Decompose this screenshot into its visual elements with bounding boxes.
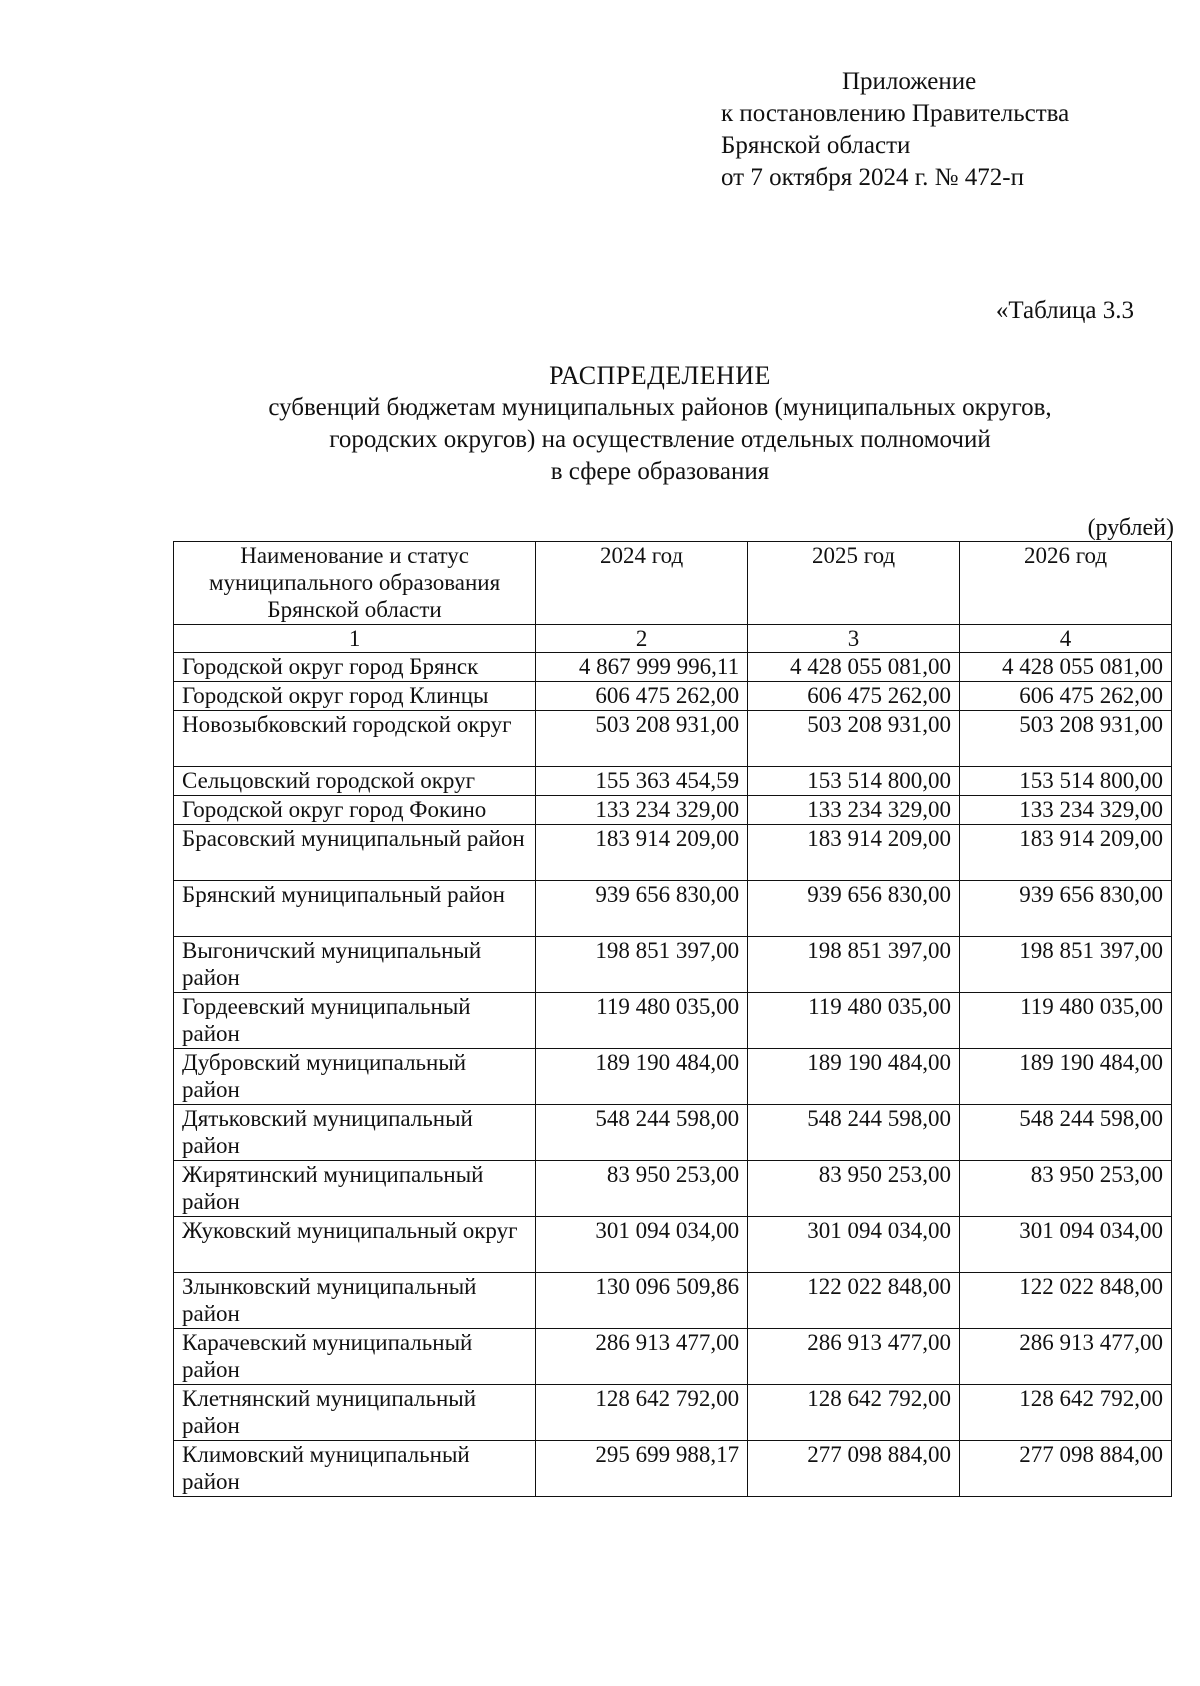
table-reference: «Таблица 3.3 xyxy=(995,297,1134,324)
header-2025: 2025 год xyxy=(748,542,960,625)
value-2026: 119 480 035,00 xyxy=(960,993,1172,1049)
value-2024: 130 096 509,86 xyxy=(536,1273,748,1329)
municipality-name: Гордеевский муниципальный район xyxy=(174,993,536,1049)
value-2025: 548 244 598,00 xyxy=(748,1105,960,1161)
municipality-name: Городской округ город Клинцы xyxy=(174,682,536,711)
municipality-name: Сельцовский городской округ xyxy=(174,767,536,796)
heading-line-3: в сфере образования xyxy=(550,458,770,485)
table-row xyxy=(174,1217,1172,1273)
table-row xyxy=(174,653,1172,682)
value-2026: 189 190 484,00 xyxy=(960,1049,1172,1105)
value-2024: 295 699 988,17 xyxy=(536,1441,748,1497)
table-row xyxy=(174,767,1172,796)
value-2024: 83 950 253,00 xyxy=(536,1161,748,1217)
value-2026: 183 914 209,00 xyxy=(960,825,1172,881)
appendix-title: Приложение xyxy=(842,68,977,95)
value-2025: 153 514 800,00 xyxy=(748,767,960,796)
value-2025: 119 480 035,00 xyxy=(748,993,960,1049)
value-2024: 939 656 830,00 xyxy=(536,881,748,937)
value-2025: 128 642 792,00 xyxy=(748,1385,960,1441)
column-number: 4 xyxy=(960,625,1172,653)
appendix-region: Брянской области xyxy=(721,132,911,159)
value-2024: 286 913 477,00 xyxy=(536,1329,748,1385)
value-2026: 277 098 884,00 xyxy=(960,1441,1172,1497)
municipality-name: Брянский муниципальный район xyxy=(174,881,536,937)
value-2025: 939 656 830,00 xyxy=(748,881,960,937)
table-row xyxy=(174,1273,1172,1329)
value-2024: 119 480 035,00 xyxy=(536,993,748,1049)
table-row xyxy=(174,711,1172,767)
municipality-name: Жирятинский муниципальный район xyxy=(174,1161,536,1217)
column-number: 1 xyxy=(174,625,536,653)
value-2026: 503 208 931,00 xyxy=(960,711,1172,767)
unit-label: (рублей) xyxy=(1087,515,1174,541)
municipality-name: Карачевский муниципальный район xyxy=(174,1329,536,1385)
column-number: 2 xyxy=(536,625,748,653)
value-2026: 133 234 329,00 xyxy=(960,796,1172,825)
value-2026: 286 913 477,00 xyxy=(960,1329,1172,1385)
document-heading xyxy=(160,360,1160,488)
value-2024: 548 244 598,00 xyxy=(536,1105,748,1161)
value-2026: 939 656 830,00 xyxy=(960,881,1172,937)
table-row xyxy=(174,825,1172,881)
table-header-row xyxy=(174,542,1172,625)
value-2026: 301 094 034,00 xyxy=(960,1217,1172,1273)
value-2024: 503 208 931,00 xyxy=(536,711,748,767)
header-2026: 2026 год xyxy=(960,542,1172,625)
table-row xyxy=(174,1329,1172,1385)
header-2024: 2024 год xyxy=(536,542,748,625)
value-2026: 4 428 055 081,00 xyxy=(960,653,1172,682)
value-2024: 128 642 792,00 xyxy=(536,1385,748,1441)
value-2025: 198 851 397,00 xyxy=(748,937,960,993)
value-2025: 83 950 253,00 xyxy=(748,1161,960,1217)
municipality-name: Новозыбковский городской округ xyxy=(174,711,536,767)
value-2026: 548 244 598,00 xyxy=(960,1105,1172,1161)
value-2026: 606 475 262,00 xyxy=(960,682,1172,711)
value-2024: 189 190 484,00 xyxy=(536,1049,748,1105)
header-municipality: Наименование и статус муниципального образования Брянской области xyxy=(174,542,536,625)
value-2025: 122 022 848,00 xyxy=(748,1273,960,1329)
appendix-date-number: от 7 октября 2024 г. № 472-п xyxy=(721,164,1024,191)
heading-title: РАСПРЕДЕЛЕНИЕ xyxy=(549,361,771,390)
value-2024: 606 475 262,00 xyxy=(536,682,748,711)
value-2025: 606 475 262,00 xyxy=(748,682,960,711)
heading-line-2: городских округов) на осуществление отдельных полномочий xyxy=(329,426,991,453)
municipality-name: Климовский муниципальный район xyxy=(174,1441,536,1497)
value-2024: 198 851 397,00 xyxy=(536,937,748,993)
value-2026: 83 950 253,00 xyxy=(960,1161,1172,1217)
table-row xyxy=(174,993,1172,1049)
value-2025: 183 914 209,00 xyxy=(748,825,960,881)
municipality-name: Клетнянский муниципальный район xyxy=(174,1385,536,1441)
table-row xyxy=(174,1105,1172,1161)
table-row xyxy=(174,1161,1172,1217)
value-2025: 133 234 329,00 xyxy=(748,796,960,825)
appendix-block xyxy=(721,66,1069,194)
municipality-name: Дятьковский муниципальный район xyxy=(174,1105,536,1161)
value-2026: 128 642 792,00 xyxy=(960,1385,1172,1441)
table-row xyxy=(174,937,1172,993)
value-2024: 301 094 034,00 xyxy=(536,1217,748,1273)
value-2025: 4 428 055 081,00 xyxy=(748,653,960,682)
value-2025: 286 913 477,00 xyxy=(748,1329,960,1385)
value-2024: 133 234 329,00 xyxy=(536,796,748,825)
table-row xyxy=(174,1385,1172,1441)
municipality-name: Городской округ город Брянск xyxy=(174,653,536,682)
column-number-row xyxy=(174,625,1172,653)
table-row xyxy=(174,1441,1172,1497)
heading-line-1: субвенций бюджетам муниципальных районов (муниципальных округов, xyxy=(268,394,1052,421)
value-2025: 277 098 884,00 xyxy=(748,1441,960,1497)
value-2026: 153 514 800,00 xyxy=(960,767,1172,796)
table-row xyxy=(174,1049,1172,1105)
column-number: 3 xyxy=(748,625,960,653)
value-2025: 301 094 034,00 xyxy=(748,1217,960,1273)
appendix-resolution: к постановлению Правительства xyxy=(721,100,1070,127)
value-2026: 122 022 848,00 xyxy=(960,1273,1172,1329)
table-row xyxy=(174,796,1172,825)
value-2025: 189 190 484,00 xyxy=(748,1049,960,1105)
table-row xyxy=(174,881,1172,937)
value-2026: 198 851 397,00 xyxy=(960,937,1172,993)
value-2024: 4 867 999 996,11 xyxy=(536,653,748,682)
value-2024: 183 914 209,00 xyxy=(536,825,748,881)
municipality-name: Дубровский муниципальный район xyxy=(174,1049,536,1105)
municipality-name: Выгоничский муниципальный район xyxy=(174,937,536,993)
municipality-name: Городской округ город Фокино xyxy=(174,796,536,825)
municipality-name: Брасовский муниципальный район xyxy=(174,825,536,881)
value-2025: 503 208 931,00 xyxy=(748,711,960,767)
municipality-name: Жуковский муниципальный округ xyxy=(174,1217,536,1273)
municipality-name: Злынковский муниципальный район xyxy=(174,1273,536,1329)
value-2024: 155 363 454,59 xyxy=(536,767,748,796)
table-row xyxy=(174,682,1172,711)
distribution-table xyxy=(173,541,1172,1497)
